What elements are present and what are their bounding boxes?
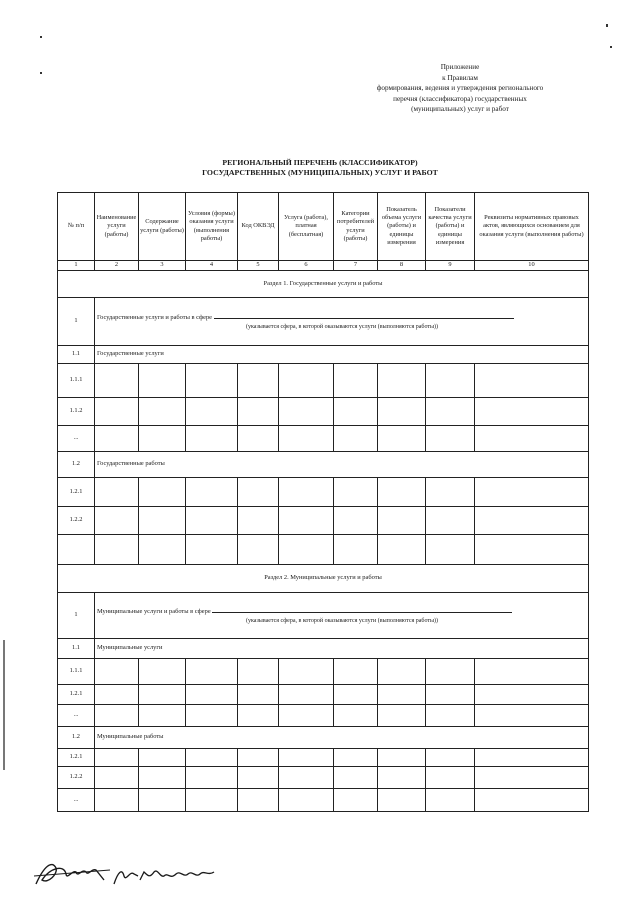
row-number: ... <box>58 705 95 727</box>
subgroup-label: Муниципальные услуги <box>95 639 589 659</box>
col-header: Показатели качества услуги (работы) и единицы измерения <box>426 193 475 261</box>
title-line: ГОСУДАРСТВЕННЫХ (МУНИЦИПАЛЬНЫХ) УСЛУГ И РАБОТ <box>202 168 438 177</box>
sphere-blank-line <box>212 606 512 613</box>
scan-mark <box>40 36 42 38</box>
row-number: 1.1 <box>58 346 95 364</box>
col-number: 7 <box>334 261 378 271</box>
row-number: 1.1.1 <box>58 364 95 398</box>
row-number: 1.2.1 <box>58 685 95 705</box>
row-number: ... <box>58 789 95 812</box>
subgroup-label: Муниципальные работы <box>95 727 589 749</box>
annex-line: Приложение <box>440 63 480 71</box>
sphere-row <box>58 298 589 346</box>
col-header: Показатель объема услуги (работы) и единицы измерения <box>378 193 426 261</box>
scan-mark <box>3 640 5 770</box>
col-number: 10 <box>475 261 589 271</box>
col-number: 8 <box>378 261 426 271</box>
col-number: 6 <box>279 261 334 271</box>
annex-line: к Правилам <box>442 73 478 82</box>
col-header: Услуга (работа), платная (бесплатная) <box>279 193 334 261</box>
row-number: 1.2 <box>58 452 95 478</box>
sphere-label: Государственные услуги и работы в сфере <box>97 314 213 322</box>
sphere-cell <box>95 298 589 346</box>
annex-note <box>340 62 580 115</box>
column-number-row <box>58 261 589 271</box>
col-number: 9 <box>426 261 475 271</box>
subgroup-label: Государственные работы <box>95 452 589 478</box>
subgroup-row <box>58 639 589 659</box>
table-row <box>58 398 589 426</box>
col-number: 1 <box>58 261 95 271</box>
section-heading-row <box>58 565 589 593</box>
header-row <box>58 193 589 261</box>
col-number: 4 <box>186 261 238 271</box>
col-number: 5 <box>238 261 279 271</box>
subgroup-row <box>58 727 589 749</box>
annex-line: (муниципальных) услуг и работ <box>411 105 509 114</box>
table-row <box>58 535 589 565</box>
col-header: Категории потребителей услуги (работы) <box>334 193 378 261</box>
row-number: ... <box>58 426 95 452</box>
document-title <box>80 158 560 178</box>
row-number: 1 <box>58 593 95 639</box>
col-number: 2 <box>95 261 139 271</box>
row-number <box>58 535 95 565</box>
col-header: Условия (формы) оказания услуги (выполнения работы) <box>186 193 238 261</box>
sphere-note: (указывается сфера, в которой оказываются услуги (выполняются работы)) <box>245 617 439 624</box>
row-number: 1.2 <box>58 727 95 749</box>
table-row <box>58 685 589 705</box>
sphere-label: Муниципальные услуги и работы в сфере <box>97 608 211 616</box>
table-row <box>58 659 589 685</box>
col-header: Наименование услуги (работы) <box>95 193 139 261</box>
row-number: 1.2.2 <box>58 767 95 789</box>
row-number: 1.2.2 <box>58 507 95 535</box>
row-number: 1.2.1 <box>58 478 95 507</box>
sphere-cell <box>95 593 589 639</box>
subgroup-row <box>58 346 589 364</box>
sphere-blank-line <box>214 312 514 319</box>
title-line: РЕГИОНАЛЬНЫЙ ПЕРЕЧЕНЬ (КЛАССИФИКАТОР) <box>222 158 418 167</box>
scan-mark <box>606 24 608 27</box>
col-number: 3 <box>139 261 186 271</box>
col-header: Реквизиты нормативных правовых актов, являющихся основанием для оказания услуги (выполнения работы) <box>475 193 589 261</box>
table-row <box>58 789 589 812</box>
section1-heading: Раздел 1. Государственные услуги и работы <box>58 271 589 298</box>
row-number: 1.1.1 <box>58 659 95 685</box>
registry-table <box>57 192 589 812</box>
col-header: Код ОКВЭД <box>238 193 279 261</box>
table-row <box>58 767 589 789</box>
sphere-row <box>58 593 589 639</box>
table-row <box>58 426 589 452</box>
row-number: 1 <box>58 298 95 346</box>
subgroup-label: Государственные услуги <box>95 346 589 364</box>
annex-line: перечня (классификатора) государственных <box>393 94 527 103</box>
scan-mark <box>610 46 612 48</box>
handwritten-signature <box>30 854 220 894</box>
col-header: Содержание услуги (работы) <box>139 193 186 261</box>
row-number: 1.2.1 <box>58 749 95 767</box>
table-row <box>58 478 589 507</box>
row-number: 1.1.2 <box>58 398 95 426</box>
table-row <box>58 507 589 535</box>
row-number: 1.1 <box>58 639 95 659</box>
scan-mark <box>40 72 42 74</box>
col-header: № п/п <box>58 193 95 261</box>
table-row <box>58 705 589 727</box>
table-row <box>58 364 589 398</box>
section2-heading: Раздел 2. Муниципальные услуги и работы <box>58 565 589 593</box>
sphere-note: (указывается сфера, в которой оказываются услуги (выполняются работы)) <box>245 323 439 330</box>
section-heading-row <box>58 271 589 298</box>
table-row <box>58 749 589 767</box>
subgroup-row <box>58 452 589 478</box>
annex-line: формирования, ведения и утверждения регионального <box>376 84 544 93</box>
